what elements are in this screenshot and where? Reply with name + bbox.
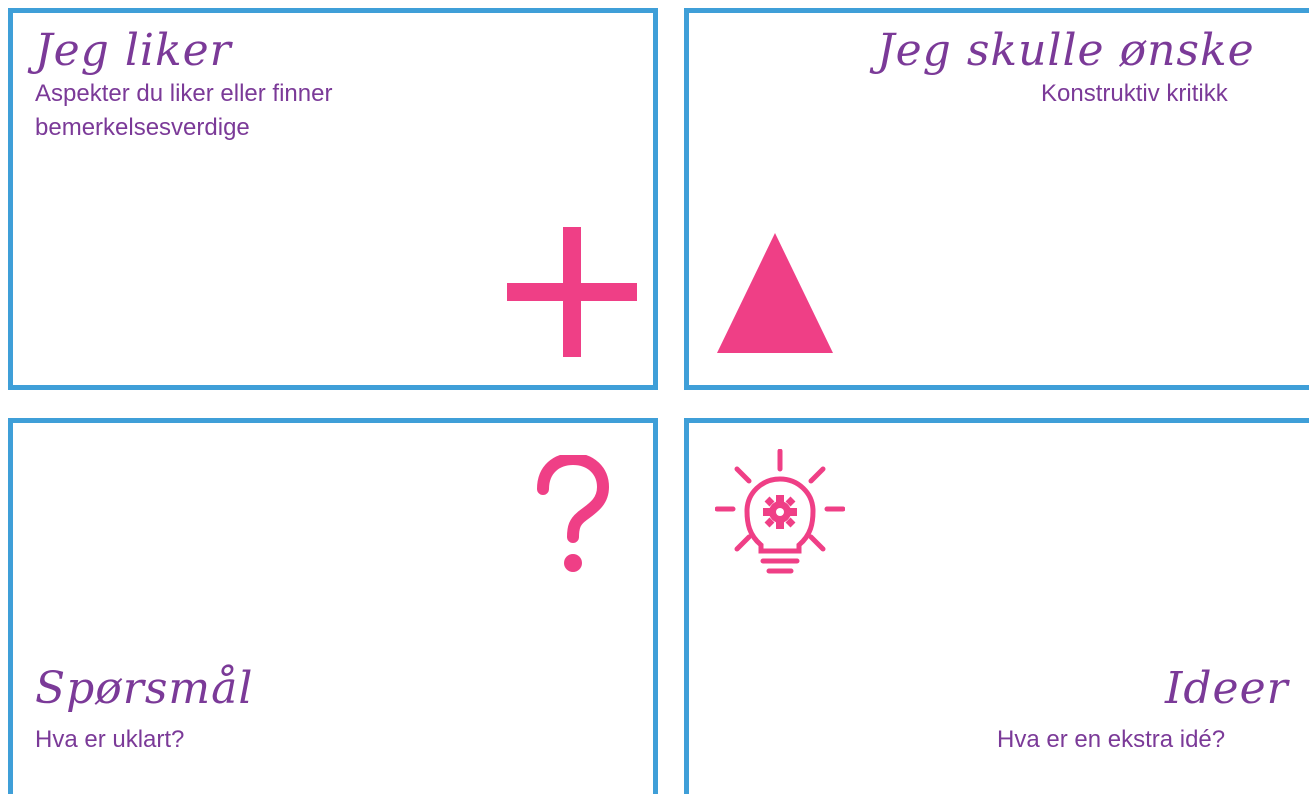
quadrant-title: Jeg skulle ønske	[877, 25, 1255, 76]
quadrant-title: Spørsmål	[35, 663, 254, 714]
quadrant-title: Ideer	[1165, 663, 1289, 714]
quadrant-subtitle: Hva er uklart?	[35, 726, 185, 753]
quadrant-like	[8, 8, 658, 390]
quadrant-subtitle: Konstruktiv kritikk	[1041, 80, 1228, 107]
quadrant-subtitle: Aspekter du liker eller finner bemerkelsesverdige	[35, 80, 333, 141]
quadrant-subtitle: Hva er en ekstra idé?	[997, 726, 1226, 753]
quadrant-idea	[684, 418, 1309, 794]
quadrant-title: Jeg liker	[35, 25, 232, 76]
quadrant-question	[8, 418, 658, 794]
plus-icon	[507, 227, 637, 357]
question-mark-icon	[533, 455, 613, 579]
triangle-icon	[715, 231, 835, 355]
lightbulb-icon	[715, 449, 845, 589]
quadrant-wish	[684, 8, 1309, 390]
